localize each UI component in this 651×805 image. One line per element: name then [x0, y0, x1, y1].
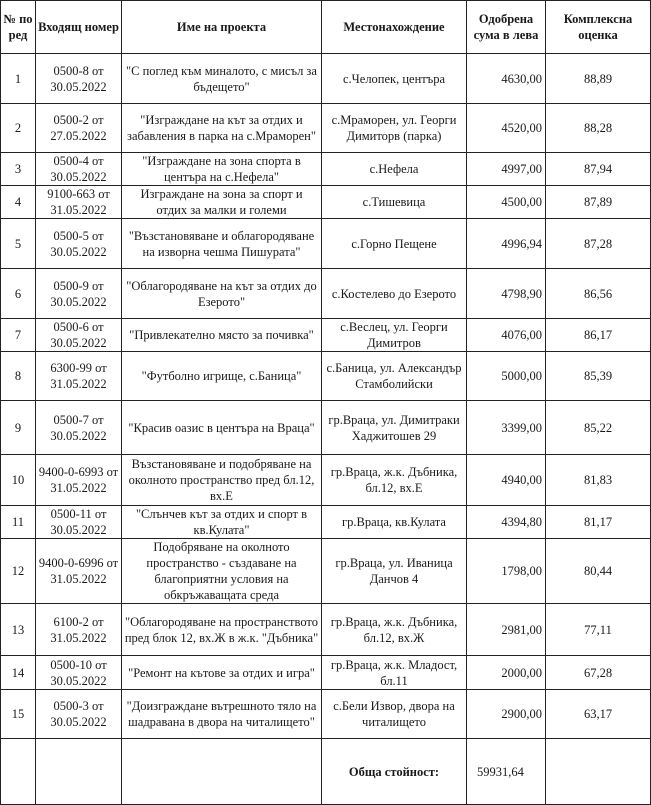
row-number: 15	[1, 690, 36, 739]
total-amount: 59931,64	[467, 739, 546, 805]
location: с.Баница, ул. Александър Стамболийски	[322, 352, 467, 401]
table-row	[1, 656, 651, 690]
row-number: 11	[1, 506, 36, 539]
complex-score: 63,17	[546, 690, 651, 739]
header-project-name: Име на проекта	[122, 1, 322, 54]
row-number: 10	[1, 455, 36, 506]
table-row	[1, 539, 651, 604]
project-name: "Облагородяване на кът за отдих до Езерото"	[122, 269, 322, 319]
row-number: 12	[1, 539, 36, 604]
incoming-number: 6100-2 от 31.05.2022	[36, 604, 122, 656]
location: с.Горно Пещене	[322, 219, 467, 269]
project-name: "С поглед към миналото, с мисъл за бъдещето"	[122, 54, 322, 104]
approved-amount: 2900,00	[467, 690, 546, 739]
approved-amount: 4996,94	[467, 219, 546, 269]
project-name: "Ремонт на кътове за отдих и игра"	[122, 656, 322, 690]
row-number: 5	[1, 219, 36, 269]
complex-score: 88,89	[546, 54, 651, 104]
approved-amount: 4940,00	[467, 455, 546, 506]
location: с.Веслец, ул. Георги Димитров	[322, 319, 467, 352]
approved-amount: 4630,00	[467, 54, 546, 104]
complex-score: 87,94	[546, 153, 651, 186]
table-row	[1, 401, 651, 455]
complex-score: 85,22	[546, 401, 651, 455]
row-number: 9	[1, 401, 36, 455]
incoming-number: 0500-5 от 30.05.2022	[36, 219, 122, 269]
complex-score: 85,39	[546, 352, 651, 401]
complex-score: 87,28	[546, 219, 651, 269]
row-number: 14	[1, 656, 36, 690]
approved-amount: 4500,00	[467, 186, 546, 219]
table-row	[1, 219, 651, 269]
table-row	[1, 319, 651, 352]
project-name: "Слънчев кът за отдих и спорт в кв.Кулата"	[122, 506, 322, 539]
incoming-number: 9100-663 от 31.05.2022	[36, 186, 122, 219]
incoming-number: 0500-2 от 27.05.2022	[36, 104, 122, 153]
table-row	[1, 104, 651, 153]
complex-score: 88,28	[546, 104, 651, 153]
approved-amount: 3399,00	[467, 401, 546, 455]
project-name: Изграждане на зона за спорт и отдих за малки и големи	[122, 186, 322, 219]
total-empty-cell	[546, 739, 651, 805]
complex-score: 81,17	[546, 506, 651, 539]
table-row	[1, 269, 651, 319]
location: с.Челопек, центъра	[322, 54, 467, 104]
table-row	[1, 690, 651, 739]
table-row	[1, 455, 651, 506]
approved-amount: 4520,00	[467, 104, 546, 153]
location: гр.Враца, ж.к. Младост, бл.11	[322, 656, 467, 690]
incoming-number: 0500-8 от 30.05.2022	[36, 54, 122, 104]
approved-amount: 4798,90	[467, 269, 546, 319]
row-number: 7	[1, 319, 36, 352]
incoming-number: 9400-0-6996 от 31.05.2022	[36, 539, 122, 604]
incoming-number: 0500-3 от 30.05.2022	[36, 690, 122, 739]
incoming-number: 0500-6 от 30.05.2022	[36, 319, 122, 352]
location: с.Бели Извор, двора на читалището	[322, 690, 467, 739]
row-number: 1	[1, 54, 36, 104]
location: гр.Враца, ул. Иваница Данчов 4	[322, 539, 467, 604]
table-row	[1, 186, 651, 219]
incoming-number: 0500-9 от 30.05.2022	[36, 269, 122, 319]
approved-amount: 4394,80	[467, 506, 546, 539]
approved-amount: 4076,00	[467, 319, 546, 352]
location: гр.Враца, кв.Кулата	[322, 506, 467, 539]
row-number: 4	[1, 186, 36, 219]
location: с.Нефела	[322, 153, 467, 186]
incoming-number: 0500-7 от 30.05.2022	[36, 401, 122, 455]
table-row	[1, 604, 651, 656]
complex-score: 86,17	[546, 319, 651, 352]
project-name: "Доизграждане вътрешното тяло на шадравана в двора на читалището"	[122, 690, 322, 739]
row-number: 6	[1, 269, 36, 319]
row-number: 8	[1, 352, 36, 401]
location: с.Костелево до Езерото	[322, 269, 467, 319]
incoming-number: 6300-99 от 31.05.2022	[36, 352, 122, 401]
row-number: 3	[1, 153, 36, 186]
project-name: Възстановяване и подобряване на околното пространство пред бл.12, вх.Е	[122, 455, 322, 506]
location: гр.Враца, ж.к. Дъбника, бл.12, вх.Ж	[322, 604, 467, 656]
complex-score: 86,56	[546, 269, 651, 319]
approved-amount: 2981,00	[467, 604, 546, 656]
project-name: "Възстановяване и облагородяване на изворна чешма Пишурата"	[122, 219, 322, 269]
incoming-number: 0500-11 от 30.05.2022	[36, 506, 122, 539]
location: с.Тишевица	[322, 186, 467, 219]
project-name: "Облагородяване на пространството пред блок 12, вх.Ж в ж.к. "Дъбника"	[122, 604, 322, 656]
header-row	[1, 1, 651, 54]
project-name: "Футболно игрище, с.Баница"	[122, 352, 322, 401]
complex-score: 67,28	[546, 656, 651, 690]
complex-score: 81,83	[546, 455, 651, 506]
header-location: Местонахождение	[322, 1, 467, 54]
project-name: "Привлекателно място за почивка"	[122, 319, 322, 352]
incoming-number: 0500-4 от 30.05.2022	[36, 153, 122, 186]
location: гр.Враца, ж.к. Дъбника, бл.12, вх.Е	[322, 455, 467, 506]
total-empty-cell	[122, 739, 322, 805]
complex-score: 87,89	[546, 186, 651, 219]
row-number: 13	[1, 604, 36, 656]
complex-score: 77,11	[546, 604, 651, 656]
complex-score: 80,44	[546, 539, 651, 604]
location: с.Мраморен, ул. Георги Димиторв (парка)	[322, 104, 467, 153]
project-name: Подобряване на околното пространство - създаване на благоприятни условия на обкръжаващата среда	[122, 539, 322, 604]
total-label: Обща стойност:	[322, 739, 467, 805]
approved-amount: 4997,00	[467, 153, 546, 186]
header-complex-score: Комплексна оценка	[546, 1, 651, 54]
project-name: "Изграждане на кът за отдих и забавления в парка на с.Мраморен"	[122, 104, 322, 153]
project-name: "Изграждане на зона спорта в центъра на с.Нефела"	[122, 153, 322, 186]
row-number: 2	[1, 104, 36, 153]
location: гр.Враца, ул. Димитраки Хаджитошев 29	[322, 401, 467, 455]
approved-amount: 2000,00	[467, 656, 546, 690]
total-empty-cell	[36, 739, 122, 805]
table-row	[1, 54, 651, 104]
total-row	[1, 739, 651, 805]
header-no: № по ред	[1, 1, 36, 54]
table-row	[1, 153, 651, 186]
table-row	[1, 352, 651, 401]
header-incoming-number: Входящ номер	[36, 1, 122, 54]
header-approved-amount: Одобрена сума в лева	[467, 1, 546, 54]
project-name: "Красив оазис в центъра на Враца"	[122, 401, 322, 455]
approved-amount: 1798,00	[467, 539, 546, 604]
incoming-number: 0500-10 от 30.05.2022	[36, 656, 122, 690]
approved-amount: 5000,00	[467, 352, 546, 401]
table-row	[1, 506, 651, 539]
total-empty-cell	[1, 739, 36, 805]
incoming-number: 9400-0-6993 от 31.05.2022	[36, 455, 122, 506]
